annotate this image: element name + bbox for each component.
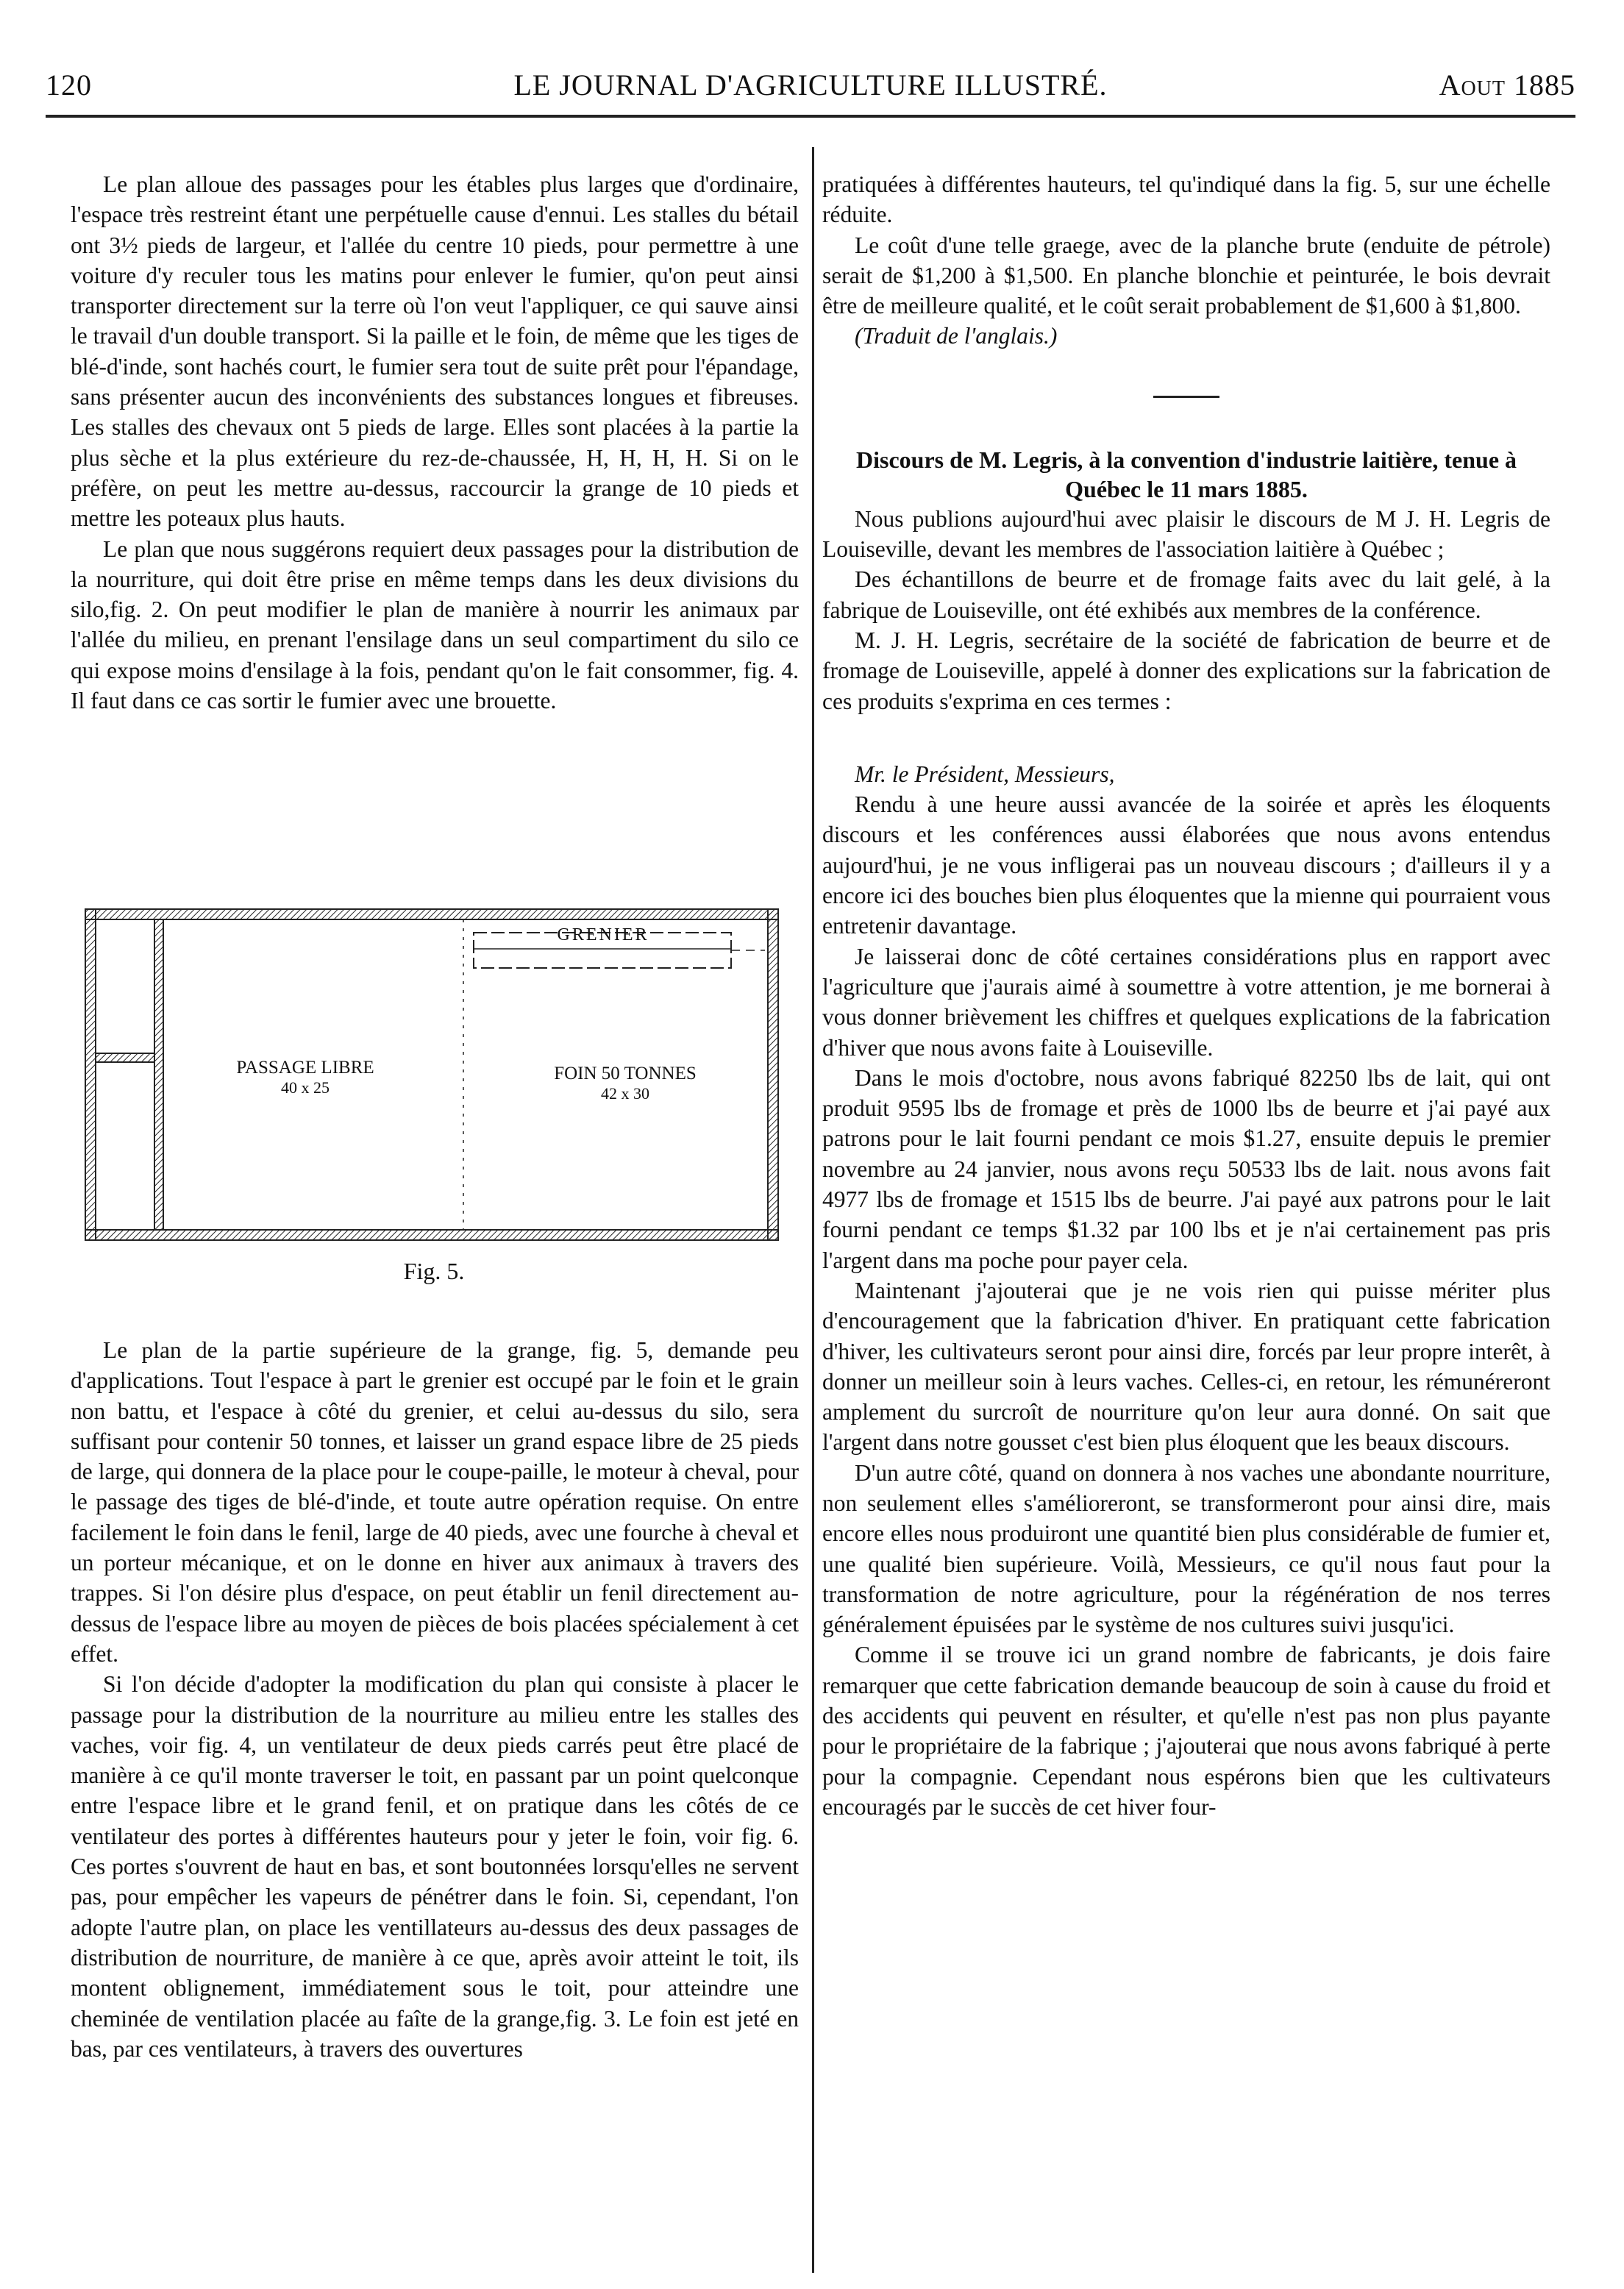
page-number: 120 <box>46 68 92 102</box>
paragraph: pratiquées à différentes hauteurs, tel qu'indiqué dans la fig. 5, sur une échelle réduite. <box>822 171 1550 228</box>
column-divider <box>812 147 814 2273</box>
left-column-top <box>71 169 799 716</box>
passage-label: PASSAGE LIBRE <box>236 1058 374 1078</box>
paragraph: Si l'on décide d'adopter la modification du plan qui consiste à placer le passage pour la distribution de la nourriture au milieu entre les stalles des vaches, voir fig. 4, un ventilateur de deux pieds carrés peut être placé de manière à ce qu'il monte traverser le toit, en passant par un point quelconque entre l'espace libre et le grand fenil, et on pratique dans les côtés de ce ventilateur des portes à différentes hauteurs pour y jeter le foin, voir fig. 6. Ces portes s'ouvrent de haut en bas, et sont boutonnées lorsqu'elles ne servent pas, pour empêcher les vapeurs de pénétrer dans le foin. Si, cependant, l'on adopte l'autre plan, on place les ventillateurs au-dessus des deux passages de distribution de nourriture, de manière à ce que, après avoir atteint le toit, ils montent oblignement, immédiatement sous le toit, pour atteindre une cheminée de ventilation placée au faîte de la grange,fig. 3. Le foin est jeté en bas, par ces ventilateurs, à travers des ouvertures <box>71 1671 799 2062</box>
paragraph: M. J. H. Legris, secrétaire de la société de fabrication de beurre et de fromage de Louiseville, appelé à donner des explications sur la fabrication de ces produits s'exprima en ces termes : <box>822 627 1550 714</box>
paragraph: D'un autre côté, quand on donnera à nos vaches une abondante nourriture, non seulement elles s'amélioreront, se transformeront pour ainsi dire, mais encore elles nous produiront une quantité bien plus considérable de fumier et, une qualité bien supérieure. Voilà, Messieurs, ce qu'il nous faut pour la transformation de notre agriculture, pour la régénération de nos terres généralement épuisées par le système de nos cultures suivi jusqu'ici. <box>822 1459 1550 1638</box>
translation-note: (Traduit de l'anglais.) <box>855 323 1058 349</box>
issue-date: Aout 1885 <box>1439 68 1575 102</box>
figure-5 <box>81 897 787 1295</box>
foin-dimensions: 42 x 30 <box>601 1084 649 1103</box>
page-header <box>46 68 1575 119</box>
right-column <box>822 169 1550 1822</box>
paragraph: Le coût d'une telle graege, avec de la planche brute (enduite de pétrole) serait de $1,200 à $1,500. En planche blonchie et peinturée, le bois devrait être de meilleure qualité, et le coût serait probablement de $1,600 à $1,800. <box>822 232 1550 319</box>
journal-title: LE JOURNAL D'AGRICULTURE ILLUSTRÉ. <box>513 68 1108 102</box>
header-rule <box>46 115 1575 118</box>
wall-right <box>768 909 778 1240</box>
paragraph: Le plan de la partie supérieure de la grange, fig. 5, demande peu d'applications. Tout l'espace à part le grenier est occupé par le foin et le grain non battu, et l'espace à côté du grenier, et celui au-dessus du silo, sera suffisant pour contenir 50 tonnes, et laisser un grand espace libre de 25 pieds de large, qui donnera de la place pour le coupe-paille, le moteur à cheval, pour le passage des tiges de blé-d'inde, et toute autre opération requise. On entre facilement le foin dans le fenil, large de 40 pieds, avec une fourche à cheval et un porteur mécanique, et on le donne en hiver aux animaux à travers des trappes. Si l'on désire plus d'espace, on peut établir un fenil directement au-dessus de l'espace libre au moyen de pièces de bois placées spécialement à cet effet. <box>71 1337 799 1667</box>
paragraph: Rendu à une heure aussi avancée de la soirée et après les éloquents discours et les conférences aussi élaborées que nous avons entendus aujourd'hui, je ne vous infligerai pas un nouveau discours ; d'ailleurs il y a encore ici des bouches bien plus éloquentes que la mienne qui pourraient vous entretenir davantage. <box>822 791 1550 939</box>
wall-top <box>85 909 778 919</box>
silo-divider <box>96 1053 154 1062</box>
paragraph: Dans le mois d'octobre, nous avons fabriqué 82250 lbs de lait, qui ont produit 9595 lbs de fromage et près de 1000 lbs de beurre et j'ai payé aux patrons pour le lait fourni pendant ce mois $1.27, ensuite depuis le premier novembre au 24 janvier, nous avons reçu 50533 lbs de lait. nous avons fait 4977 lbs de fromage et 1515 lbs de beurre. J'ai payé aux patrons pour le lait fourni pendant ce temps $1.32 par 100 lbs et je n'ai certainement pas pris l'argent dans ma poche pour payer cela. <box>822 1064 1550 1273</box>
wall-bottom <box>85 1230 778 1240</box>
paragraph: Nous publions aujourd'hui avec plaisir le discours de M J. H. Legris de Louiseville, devant les membres de l'association laitière à Québec ; <box>822 505 1550 563</box>
left-column-bottom <box>71 1335 799 2064</box>
grenier-label: GRENIER <box>557 925 649 944</box>
section-rule <box>1153 396 1219 398</box>
paragraph: Le plan alloue des passages pour les étables plus larges que d'ordinaire, l'espace très restreint étant une perpétuelle cause d'ennui. Les stalles du bétail ont 3½ pieds de largeur, et l'allée du centre 10 pieds, pour permettre à une voiture d'y reculer tous les matins pour enlever le fumier, qu'on peut ainsi transporter directement sur la terre où l'on veut l'appliquer, ce qui sauve ainsi le travail d'un double transport. Si la paille et le foin, de même que les tiges de blé-d'inde, sont hachés court, le fumier sera tout de suite prêt pour l'épandage, sans présenter aucun des inconvénients des substances longues et fibreuses. Les stalles des chevaux ont 5 pieds de large. Elles sont placées à la partie la plus sèche et la plus extérieure du rez-de-chaussée, H, H, H, H. Si on le préfère, on peut les mettre au-dessus, raccourcir la grange de 10 pieds et mettre les poteaux plus hauts. <box>71 171 799 532</box>
salutation: Mr. le Président, Messieurs, <box>855 761 1115 787</box>
paragraph: Comme il se trouve ici un grand nombre de fabricants, je dois faire remarquer que cette fabrication demande beaucoup de soin à cause du froid et des accidents qui peuvent en résulter, et qu'elle n'est pas non plus payante pour le propriétaire de la fabrique ; j'ajouterai que nous avons fabriqué à perte pour la compagnie. Cependant nous espérons bien que les cultivateurs encouragés par le succès de cet hiver four- <box>822 1642 1550 1820</box>
wall-left <box>85 909 96 1240</box>
passage-dimensions: 40 x 25 <box>281 1078 330 1097</box>
paragraph: Des échantillons de beurre et de fromage faits avec du lait gelé, à la fabrique de Louiseville, ont été exhibés aux membres de la conférence. <box>822 566 1550 623</box>
paragraph: Je laisserai donc de côté certaines considérations plus en rapport avec l'agriculture que j'aurais aimé à soumettre à votre attention, je me bornerai à vous donner brièvement les chiffres et quelques explications de la fabrication d'hiver que nous avons faite à Louiseville. <box>822 943 1550 1061</box>
silo-wall <box>154 919 163 1230</box>
paragraph: Le plan que nous suggérons requiert deux passages pour la distribution de la nourriture, qui doit être prise en même temps dans les deux divisions du silo,fig. 2. On peut modifier le plan de manière à nourrir les animaux par l'allée du milieu, en prenant l'ensilage dans un seul compartiment du silo ce qui expose moins d'ensilage à la fois, pendant qu'on le fait consommer, fig. 4. Il faut dans ce cas sortir le fumier avec une brouette. <box>71 535 799 714</box>
foin-label: FOIN 50 TONNES <box>554 1064 697 1083</box>
section-title: Discours de M. Legris, à la convention d'industrie laitière, tenue à Québec le 11 mars 1885. <box>855 446 1517 502</box>
paragraph: Maintenant j'ajouterai que je ne vois rien qui puisse mériter plus d'encouragement que la fabrication d'hiver. En pratiquant cette fabrication d'hiver, les cultivateurs seront pour ainsi dire, forcés par leur propre interêt, à donner un meilleur soin à leurs vaches. Celles-ci, en retour, les rémunéreront amplement du surcroît de nourriture qu'on leur aura donné. On sait que l'argent dans notre gousset c'est bien plus éloquent que les beaux discours. <box>822 1277 1550 1456</box>
figure-caption: Fig. 5. <box>403 1258 465 1284</box>
